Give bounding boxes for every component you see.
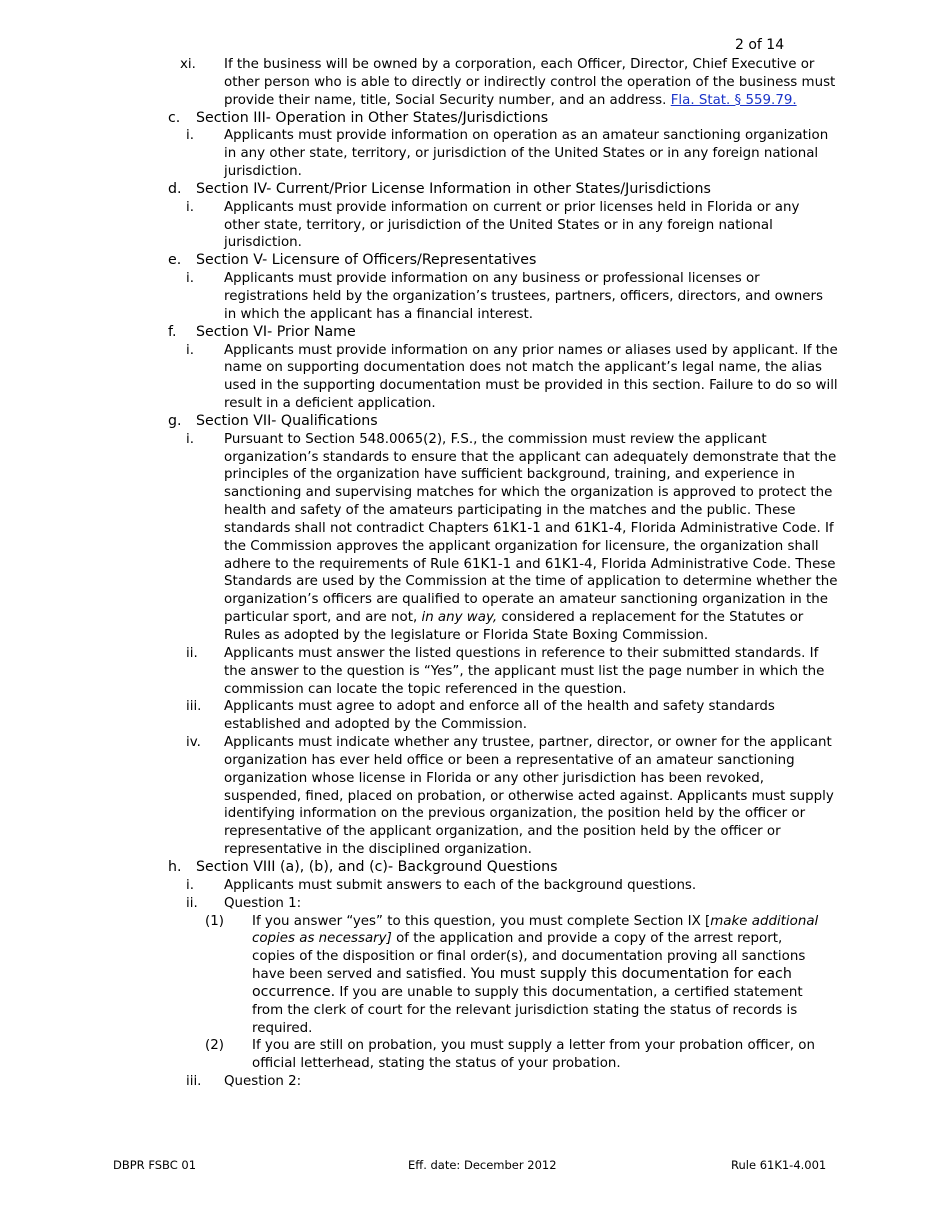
item-label: (2) <box>205 1038 224 1054</box>
list-item <box>0 895 950 913</box>
section-label: f. <box>168 323 177 340</box>
item-label: iii. <box>186 699 202 715</box>
item-text: Applicants must indicate whether any trustee, partner, director, or owner for the applicant organization has ever held office or been a representative of an amateur sanctioning organization whose license in Florida or any other jurisdiction has been revoked, suspended, fined, placed on probation, or otherwise acted against. Applicants must supply identifying information on the previous organization, the position held by the officer or representative of the applicant organization, and the position held by the officer or representative in the disciplined organization. <box>224 735 834 858</box>
list-item <box>0 698 950 734</box>
sub-list-item <box>0 913 950 1038</box>
section-label: c. <box>168 109 181 126</box>
section-heading-iii <box>0 110 950 128</box>
item-text: Applicants must provide information on any business or professional licenses or registrations held by the organization’s trustees, partners, officers, directors, and owners in which the applicant has a financial interest. <box>224 271 823 322</box>
item-text: Question 1: <box>224 895 302 911</box>
footer-effective-date: Eff. date: December 2012 <box>408 1158 557 1172</box>
item-text: If you are still on probation, you must supply a letter from your probation officer, on official letterhead, stating the status of your probation. <box>252 1038 815 1072</box>
item-label: (1) <box>205 913 224 929</box>
list-item <box>0 127 950 181</box>
item-text: Applicants must provide information on current or prior licenses held in Florida or any other state, territory, or jurisdiction of the United States or in any foreign national jurisdiction. <box>224 199 800 251</box>
footer-rule: Rule 61K1-4.001 <box>731 1158 827 1172</box>
item-label: iii. <box>186 1074 202 1090</box>
item-text: Pursuant to Section 548.0065(2), F.S., the commission must review the applicant organization’s standards to ensure that the applicant can adequately demonstrate that the principles of the organization have sufficient background, training, and experience in sanctioning and supervising matches for which the organization is approved to protect the health and safety of the amateurs participating in the matches and the public. These standards shall not contradict Chapters 61K1-1 and 61K1-4, Florida Administrative Code. If the Commission approves the applicant organization for licensure, the organization shall adhere to the requirements of Rule 61K1-1 and 61K1-4, Florida Administrative Code. These Standards are used by the Commission at the time of application to determine whether the organization’s officers are qualified to operate an amateur sanctioning organization in the particular sport, and are not, in any way, considered a replacement for the Statutes or Rules as adopted by the legislature or Florida State Boxing Commission. <box>224 431 838 643</box>
section-title: Section III- Operation in Other States/Jurisdictions <box>196 109 549 126</box>
section-label: d. <box>168 180 182 197</box>
section-heading-vii <box>0 413 950 431</box>
statute-link[interactable]: Fla. Stat. § 559.79. <box>670 92 797 108</box>
section-title: Section VIII (a), (b), and (c)- Background Questions <box>196 858 558 875</box>
list-item <box>0 1073 950 1091</box>
item-label: ii. <box>186 645 198 661</box>
page-number: 2 of 14 <box>735 37 785 53</box>
item-text: Applicants must provide information on any prior names or aliases used by applicant. If the name on supporting documentation does not match the applicant’s legal name, the alias used in the supporting documentation must be provided in this section. Failure to do so will result in a deficient application. <box>224 342 838 412</box>
section-label: e. <box>168 252 182 269</box>
list-item <box>0 342 950 413</box>
section-heading-viii <box>0 859 950 877</box>
item-label: i. <box>186 199 194 215</box>
item-label: xi. <box>180 57 196 72</box>
item-label: i. <box>186 128 194 144</box>
document-body <box>0 56 950 1091</box>
section-title: Section IV- Current/Prior License Information in other States/Jurisdictions <box>196 180 711 197</box>
sub-list-item <box>0 1037 950 1073</box>
list-item <box>0 199 950 253</box>
list-item <box>0 270 950 324</box>
list-item <box>0 56 950 110</box>
item-label: i. <box>186 271 194 287</box>
section-heading-vi <box>0 324 950 342</box>
section-title: Section VII- Qualifications <box>196 412 378 429</box>
section-heading-iv <box>0 181 950 199</box>
item-text: Applicants must provide information on operation as an amateur sanctioning organization in any other state, territory, or jurisdiction of the United States or in any foreign national jurisdiction. <box>224 128 829 180</box>
item-text: If you answer “yes” to this question, you must complete Section IX [make additional copies as necessary] of the application and provide a copy of the arrest report, copies of the disposition or final order(s), and documentation proving all sanctions have been served and satisfied. You must supply this documentation for each occurrence. If you are unable to supply this documentation, a certified statement from the clerk of court for the relevant jurisdiction stating the status of records is required. <box>252 913 819 1036</box>
item-text: Applicants must submit answers to each of the background questions. <box>224 877 697 893</box>
item-label: iv. <box>186 735 201 751</box>
section-title: Section V- Licensure of Officers/Representatives <box>196 252 537 269</box>
footer-form-id: DBPR FSBC 01 <box>113 1158 197 1172</box>
section-heading-v <box>0 252 950 270</box>
section-title: Section VI- Prior Name <box>196 323 356 340</box>
item-text: Applicants must answer the listed questions in reference to their submitted standards. If the answer to the question is “Yes”, the applicant must list the page number in which the commission can locate the topic referenced in the question. <box>224 645 825 697</box>
list-item <box>0 734 950 859</box>
item-label: i. <box>186 342 194 358</box>
list-item <box>0 877 950 895</box>
item-text: Applicants must agree to adopt and enforce all of the health and safety standards established and adopted by the Commission. <box>224 699 775 733</box>
item-label: ii. <box>186 895 198 911</box>
list-item <box>0 645 950 699</box>
item-label: i. <box>186 877 194 893</box>
section-label: h. <box>168 858 182 875</box>
list-item <box>0 431 950 645</box>
item-text: Question 2: <box>224 1074 302 1090</box>
section-label: g. <box>168 412 182 429</box>
item-text: If the business will be owned by a corporation, each Officer, Director, Chief Executive or other person who is able to directly or indirectly control the operation of the business must provide their name, title, Social Security number, and an address. Fla. Stat. § 559.79. <box>224 57 836 108</box>
item-label: i. <box>186 431 194 447</box>
